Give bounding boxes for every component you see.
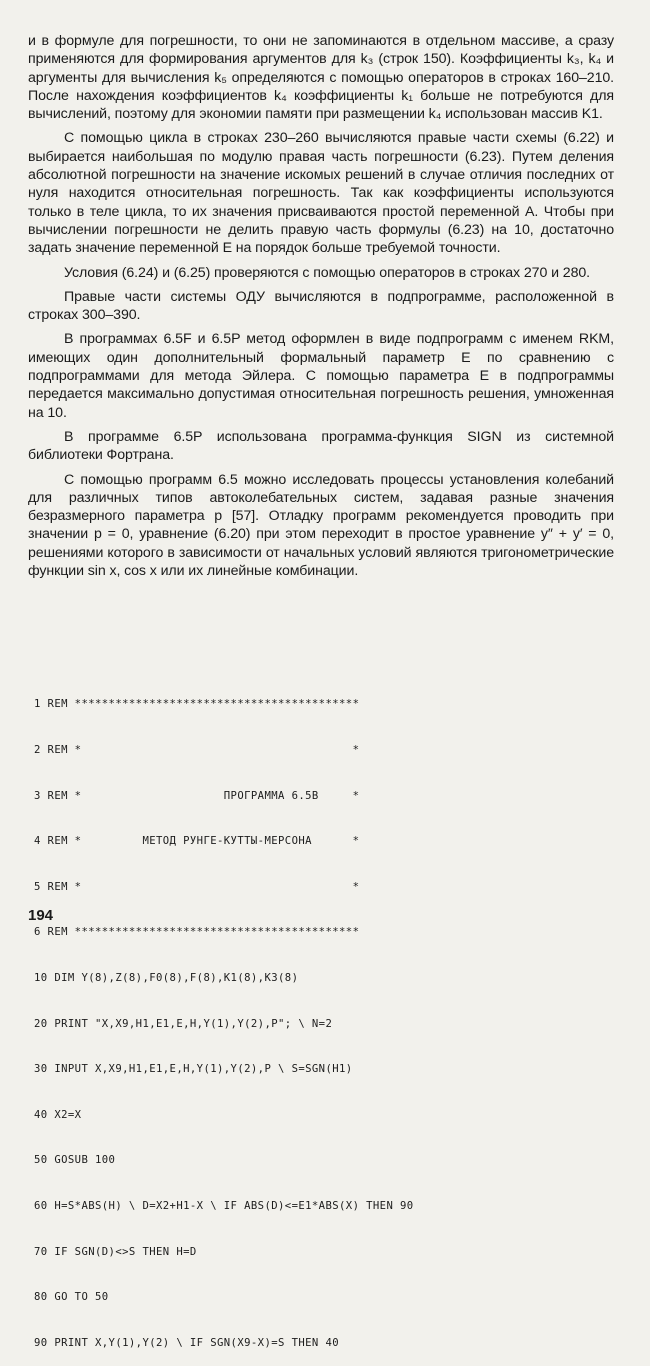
code-line: 2 REM * * <box>34 744 360 756</box>
paragraph-3: Условия (6.24) и (6.25) проверяются с помощью операторов в строках 270 и 280. <box>64 264 590 281</box>
code-line: 4 REM * МЕТОД РУНГЕ-КУТТЫ-МЕРСОНА * <box>34 835 360 848</box>
code-line: 6 REM ****************************************** <box>34 926 360 939</box>
code-line: 1 REM ****************************************** <box>34 698 360 711</box>
text-body <box>28 32 614 580</box>
code-line: 30 INPUT X,X9,H1,E1,E,H,Y(1),Y(2),P \ S=SGN(H1) <box>34 1063 353 1076</box>
code-line: 10 DIM Y(8),Z(8),F0(8),F(8),K1(8),K3(8) <box>34 971 299 984</box>
paragraph-6: В программе 6.5P использована программа-функция SIGN из системной библиотеки Фортрана. <box>28 428 614 464</box>
paragraph-1: и в формуле для погрешности, то они не запоминаются в отдельном массиве, а сразу применяются для формирования аргументов для k₃ (строк 150). Коэффициенты k₃, k₄ и аргументы для вычисления k₅ определяются с помощью операторов в строках 160–210. После нахождения коэффициентов k₄ коэффициенты k₁ больше не потребуются для вычислений, поэтому для экономии памяти при размещении k₄ использован массив K1. <box>28 33 614 123</box>
program-listing <box>34 667 534 1366</box>
code-line: 60 H=S*ABS(H) \ D=X2+H1-X \ IF ABS(D)<=E1*ABS(X) THEN 90 <box>34 1199 414 1212</box>
code-line: 50 GOSUB 100 <box>34 1154 116 1167</box>
paragraph-5: В программах 6.5F и 6.5P метод оформлен в виде подпрограмм с именем RKM, имеющих один дополнительный формальный параметр E по сравнению с подпрограммами для метода Эйлера. С помощью параметра E в подпрограммы передается максимально допустимая относительная погрешность решения, умноженная на 10. <box>28 331 614 421</box>
code-line: 90 PRINT X,Y(1),Y(2) \ IF SGN(X9-X)=S THEN 40 <box>34 1336 340 1349</box>
code-line: 40 X2=X <box>34 1108 82 1121</box>
code-line: 80 GO TO 50 <box>34 1291 109 1304</box>
paragraph-7: С помощью программ 6.5 можно исследовать процессы установления колебаний для различных типов автоколебательных систем, задавая разные значения безразмерного параметра p [57]. Отладку программ рекомендуется проводить при значении p = 0, уравнение (6.20) при этом переходит в простое уравнение y″ + y′ = 0, решениями которого в зависимости от начальных условий являются тригонометрические функции sin x, cos x или их линейные комбинации. <box>28 471 614 580</box>
paragraph-4: Правые части системы ОДУ вычисляются в подпрограмме, расположенной в строках 300–390. <box>28 288 614 324</box>
code-line: 3 REM * ПРОГРАММА 6.5B * <box>34 789 360 802</box>
code-line: 70 IF SGN(D)<>S THEN H=D <box>34 1245 197 1258</box>
code-line: 20 PRINT "X,X9,H1,E1,E,H,Y(1),Y(2),P"; \ N=2 <box>34 1017 333 1030</box>
code-line: 5 REM * * <box>34 880 360 893</box>
page-number: 194 <box>28 907 54 924</box>
paragraph-2: С помощью цикла в строках 230–260 вычисляются правые части схемы (6.22) и выбирается наибольшая по модулю правая часть погрешности (6.23). Путем деления абсолютной погрешности на значение искомых решений в случае отличия последних от нуля находится относительная погрешность. Так как коэффициенты используются только в теле цикла, то их значения присваиваются простой переменной A. Чтобы при вычислении погрешности не делить правую часть формулы (6.23) на 10, достаточно задать значение переменной E на порядок больше требуемой точности. <box>28 130 614 257</box>
